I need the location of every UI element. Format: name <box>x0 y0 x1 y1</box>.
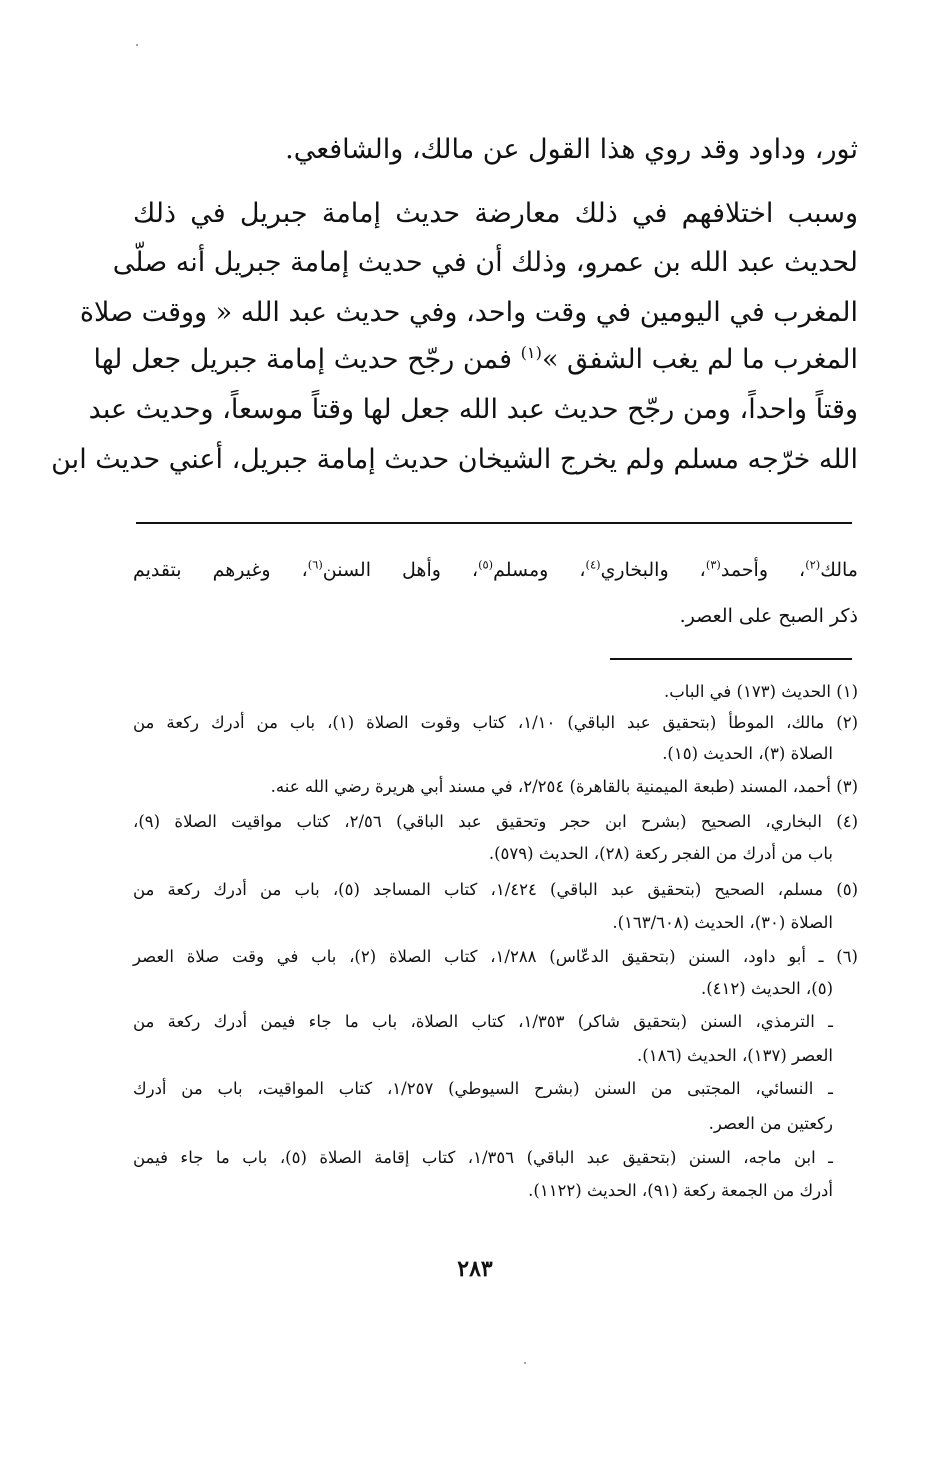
footnote-line: (٣) أحمد، المسند (طبعة الميمنية بالقاهرة) ٢/٢٥٤، في مسند أبي هريرة رضي الله عنه. <box>270 777 858 796</box>
footnote-rule <box>610 658 852 660</box>
footnote-line: (٥) مسلم، الصحيح (بتحقيق عبد الباقي) ١/٤٢٤، كتاب المساجد (٥)، باب من أدرك ركعة من <box>133 880 858 899</box>
footnote-line: ـ النسائي، المجتبى من السنن (بشرح السيوطي) ١/٢٥٧، كتاب المواقيت، باب من أدرك <box>133 1079 834 1098</box>
cont-text: ، وأهل السنن <box>322 559 479 581</box>
footnote-marker: (٥) <box>478 557 494 572</box>
footnote-line: (١) الحديث (١٧٣) في الباب. <box>664 682 858 701</box>
footnote-line: ـ الترمذي، السنن (بتحقيق شاكر) ١/٣٥٣، كتاب الصلاة، باب ما جاء فيمن أدرك ركعة من <box>133 1012 833 1031</box>
page-number: ٢٨٣ <box>457 1256 493 1282</box>
body-text: المغرب ما لم يغب الشفق » <box>541 344 858 375</box>
cont-text: ، ومسلم <box>493 559 586 581</box>
body-text: فمن رجّح حديث إمامة جبريل جعل لها <box>93 344 521 375</box>
footnote-line: (٢) مالك، الموطأ (بتحقيق عبد الباقي) ١/١٠، كتاب وقوت الصلاة (١)، باب من أدرك ركعة من <box>133 713 858 732</box>
footnote-line: (٤) البخاري، الصحيح (بشرح ابن حجر وتحقيق عبد الباقي) ٢/٥٦، كتاب مواقيت الصلاة (٩)، <box>133 812 859 831</box>
footnote-line: الصلاة (٣٠)، الحديث (١٦٣/٦٠٨). <box>612 913 833 932</box>
footnote-marker: (٣) <box>705 557 721 572</box>
body-line: المغرب في اليومين في وقت واحد، وفي حديث عبد الله « ووقت صلاة <box>79 297 858 328</box>
continuation-line: ذكر الصبح على العصر. <box>679 605 858 627</box>
body-line: وقتاً واحداً، ومن رجّح حديث عبد الله جعل لها وقتاً موسعاً، وحديث عبد <box>88 394 858 425</box>
body-line: ثور، وداود وقد روي هذا القول عن مالك، والشافعي. <box>285 134 858 165</box>
body-line <box>93 338 858 382</box>
footnote-line: (٥)، الحديث (٤١٢). <box>700 979 833 998</box>
footnote-line: ركعتين من العصر. <box>708 1114 833 1133</box>
footnote-marker: (٤) <box>585 557 601 572</box>
scan-speck <box>524 1362 526 1364</box>
continuation-line <box>133 554 858 586</box>
footnote-line: العصر (١٣٧)، الحديث (١٨٦). <box>637 1046 833 1065</box>
scan-speck <box>136 44 138 46</box>
footnote-line: الصلاة (٣)، الحديث (١٥). <box>662 744 833 763</box>
cont-text: ، وأحمد <box>720 559 806 581</box>
footnote-line: ـ ابن ماجه، السنن (بتحقيق عبد الباقي) ١/٣٥٦، كتاب إقامة الصلاة (٥)، باب ما جاء فيمن <box>133 1148 833 1167</box>
body-line: الله خرّجه مسلم ولم يخرج الشيخان حديث إمامة جبريل، أعني حديث ابن <box>51 444 858 475</box>
cont-text: مالك <box>820 559 858 581</box>
footnote-line: أدرك من الجمعة ركعة (٩١)، الحديث (١١٢٢). <box>528 1181 833 1200</box>
footnote-line: باب من أدرك من الفجر ركعة (٢٨)، الحديث (٥٧٩). <box>488 844 833 863</box>
footnote-marker: (٦) <box>307 557 323 572</box>
footnote-line: (٦) ـ أبو داود، السنن (بتحقيق الدعّاس) ١/٢٨٨، كتاب الصلاة (٢)، باب في وقت صلاة العصر <box>133 947 858 966</box>
footnote-marker: (٢) <box>805 557 821 572</box>
body-line: وسبب اختلافهم في ذلك معارضة حديث إمامة جبريل في ذلك <box>133 198 858 229</box>
body-line: لحديث عبد الله بن عمرو، وذلك أن في حديث إمامة جبريل أنه صلّى <box>112 247 858 278</box>
footnote-marker: (١) <box>520 343 542 362</box>
cont-text: ، وغيرهم بتقديم <box>133 559 308 581</box>
separator-rule <box>136 522 852 524</box>
cont-text: ، والبخاري <box>600 559 706 581</box>
